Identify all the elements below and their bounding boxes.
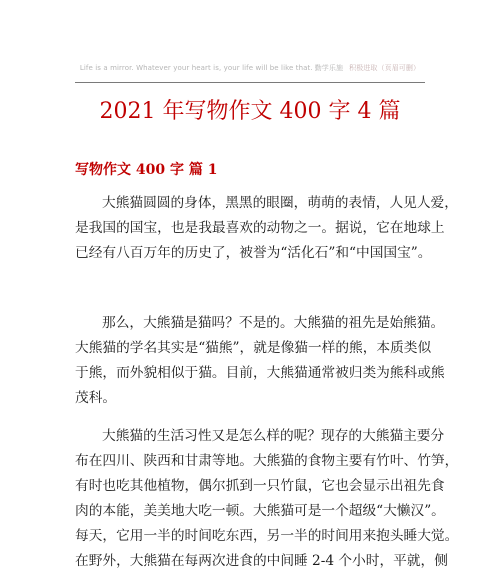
paragraph-line: 大熊猫的学名其实是“猫熊”，就是像猫一样的熊，本质类似 xyxy=(75,340,432,356)
paragraph-line: 大熊猫的生活习性又是怎么样的呢？现存的大熊猫主要分 xyxy=(102,428,445,444)
paragraph-3 xyxy=(75,424,459,574)
paragraph-line: 已经有八百万年的历史了，被誉为“活化石”和“中国国宝”。 xyxy=(75,245,432,261)
paragraph-line: 有时也吃其他植物，偶尔抓到一只竹鼠，它也会显示出祖先食 xyxy=(75,478,445,494)
header-motto: Life is a mirror. Whatever your heart is, your life will be like that. xyxy=(79,64,313,72)
paragraph-line: 茂科。 xyxy=(75,390,117,406)
paragraph-2 xyxy=(75,311,445,411)
paragraph-line: 那么，大熊猫是猫吗？不是的。大熊猫的祖先是始熊猫。 xyxy=(102,315,445,331)
paragraph-line: 在野外，大熊猫在每两次进食的中间睡 2-4 个小时，平就，侧 xyxy=(75,553,448,569)
section-title: 写物作文 400 字 篇 1 xyxy=(75,162,218,178)
paragraph-line: 是我国的国宝，也是我最喜欢的动物之一。据说，它在地球上 xyxy=(75,220,445,236)
header-tag: 积极进取（页眉可删） xyxy=(349,64,421,72)
document-title: 2021 年写物作文 400 字 4 篇 xyxy=(99,99,401,124)
paragraph-line: 布在四川、陕西和甘肃等地。大熊猫的食物主要有竹叶、竹笋， xyxy=(75,453,459,469)
page-header xyxy=(0,63,500,73)
paragraph-1 xyxy=(75,191,458,266)
paragraph-line: 大熊猫圆圆的身体，黑黑的眼圈，萌萌的表情，人见人爱， xyxy=(102,195,458,211)
paragraph-line: 每天，它用一半的时间吃东西，另一半的时间用来抱头睡大觉。 xyxy=(75,528,459,544)
paragraph-line: 于熊，而外貌相似于猫。目前，大熊猫通常被归类为熊科或熊 xyxy=(75,365,445,381)
header-slogan: 勤学乐施 xyxy=(314,64,344,72)
paragraph-line: 肉的本能，美美地大吃一顿。大熊猫可是一个超级“大懒汉”。 xyxy=(75,503,445,519)
header-rule xyxy=(75,82,425,83)
